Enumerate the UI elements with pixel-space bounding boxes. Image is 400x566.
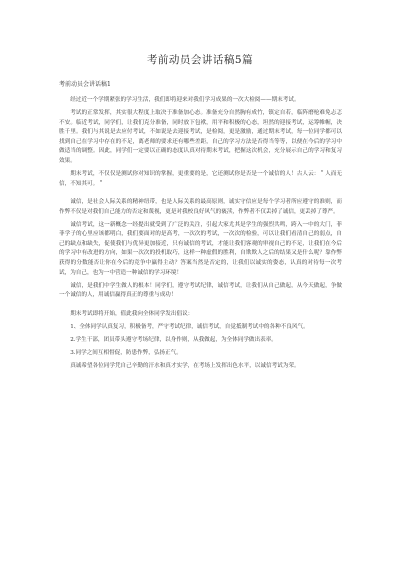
document-subtitle: 考前动员会讲话稿1 (59, 81, 111, 88)
paragraph: 考试的正常发挥，其实很大程度上取决于准备加心态。准备充分自然胸有成竹，镇定自若，临阵磨枪难免忐忑不安。临近考试，同学们，让我们克分准备，同时放下包袱，用平和积极的心态，坦然的迎接考试，运筹帷幄，决胜千里。我们与其说是去应付考试，不如说是去迎接考试，是检阅，更是激励，通过期末考试，每一位同学都可以找到自己在学习中存在的不足，离老师的要求还有哪些差距，自己的学习方法是否得当等等，以便在今后的学习中做适当的调整。因此，同学们一定要以正确的态度认真对待期末考试，把握这次机会，充分展示自己的学习和复习效果。 (59, 109, 342, 164)
list-item: 2.学生干部，团员带头遵守考场纪律，以身作则，从我做起，为全体同学做出表率。 (70, 336, 277, 343)
paragraph: 期末考试即将开始，值此我向全体同学发出倡议： (70, 310, 194, 317)
list-item: 1、全体同学认真复习，积极备考，严守考试纪律，诚信考试，自觉抵制考试中的各种不良风气。 (70, 323, 309, 330)
paragraph: 期末考试，不仅仅是测试你对知识的掌握，更重要的是，它还测试你是否是一个诚信的人！古人云：＂人而无信，不知其可。＂ (59, 170, 342, 187)
paragraph: 诚信，是我们中学生做人的根本！同学们，遵守考试纪律，诚信考试，让我们从自己做起，从今天做起，争做一个诚信的人，用诚信赢得真正的尊重与成功！ (59, 282, 342, 299)
paragraph: 诚信，是社会人际关系的精神纽带，也是人际关系的最高原则，诚实守信应是每个学习者所应遵守的准则，而作弊不仅是对我们自己能力的否定和蔑视，更是对我校良好风气的亵渎，作弊者不仅丢掉了诚信，更丢掉了尊严。 (59, 199, 342, 215)
paragraph: 诚信考试，这一新概念一经提出就受到了广泛的关注，引起大家尤其是学生的强烈共鸣，跨入一中的大门，菲菲学子的心里应该都明白，我们要面对的是高考，一次次的考试，一次次的检验，可以让我们看清自己的弱点，自己的缺点和缺失，促使我们与优异更加接近，只有诚信的考试，才能让我们客观的审视自己的不足，让我们在今后的学习中有改进的方向，如果一次次的投机取巧，这样一种虚假的胜利，自欺欺人之后的结果又是什么呢？靠作弊获得的分数能否让你在今后的竞争中赢得主动？答案当然是否定的，让我们以诚实的姿态，认真的对待每一次考试，为自己，也为一中营造一种诚信的学习环境！ (59, 221, 342, 276)
list-item: 3.同学之间互相督促，防患作弊，弘扬正气。 (70, 349, 182, 356)
paragraph: 经过近一个学期紧张的学习生活，我们即将迎来对我们学习成果的一次大检阅——期末考试。 (70, 97, 300, 103)
document-body (59, 96, 342, 375)
document-title: 考前动员会讲话稿5篇 (146, 54, 254, 66)
closing-paragraph: 真诚希望各位同学凭自己辛勤的汗水和真才实学，在考场上发挥出色水平，以诚信考试为荣。 (70, 362, 300, 369)
